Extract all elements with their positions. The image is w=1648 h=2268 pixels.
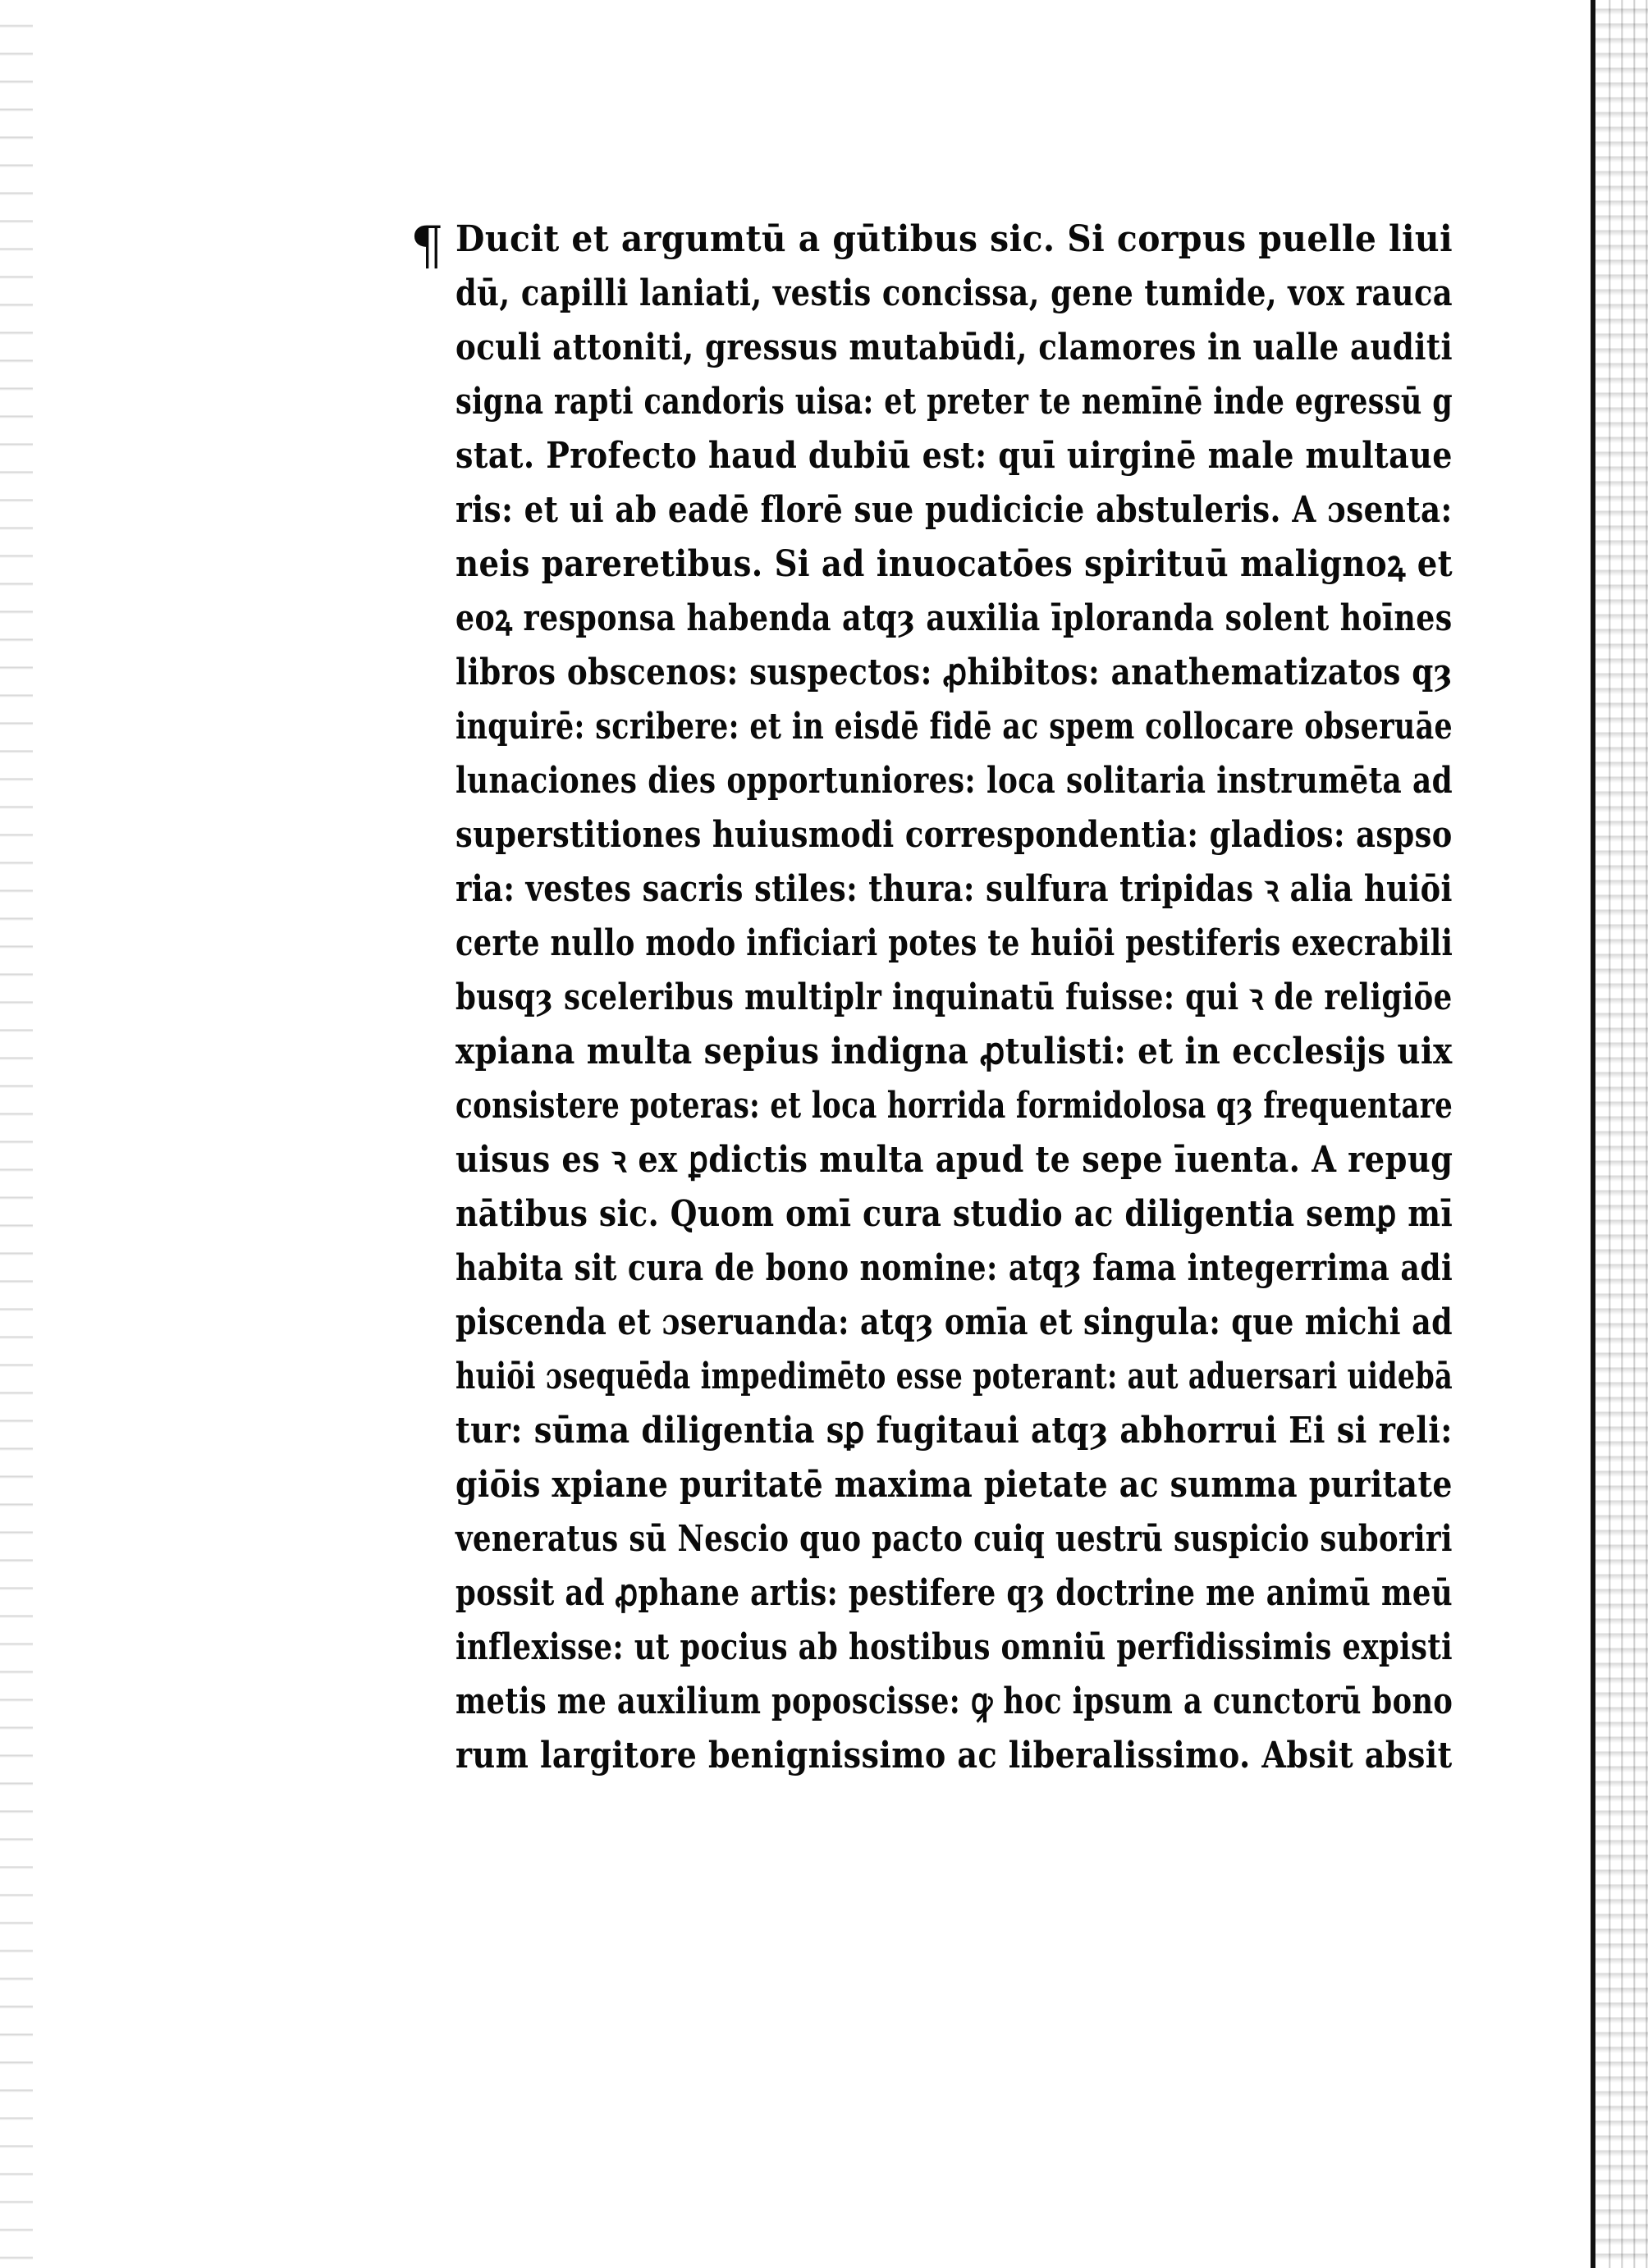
text-line-8: eoꝝ responsa habenda atqȝ auxilia īploranda solent hoīnes: [455, 597, 1453, 639]
paragraph-mark: ¶: [410, 216, 444, 277]
scan-edge-left: [0, 0, 33, 2268]
text-line-6: ris: et ui ab eadē florē sue pudicicie abstuleris. A ɔsenta:: [455, 489, 1453, 531]
text-line-26: possit ad ꝓphane artis: pestifere qȝ doctrine me animū meū: [455, 1572, 1453, 1614]
text-line-24: giōis xpiane puritatē maxima pietate ac summa puritate: [455, 1464, 1453, 1506]
text-line-16: xpiana multa sepius indigna ꝓtulisti: et in ecclesijs uix: [455, 1031, 1453, 1072]
text-line-10: inquirē: scribere: et in eisdē fidē ac spem collocare obseruāe: [455, 706, 1453, 748]
text-line-11: lunaciones dies opportuniores: loca solitaria instrumēta ad: [455, 760, 1453, 802]
text-line-5: stat. Profecto haud dubiū est: quī uirginē male multaue: [455, 435, 1453, 477]
text-line-12: superstitiones huiusmodi correspondentia: gladios: aspso: [455, 814, 1453, 856]
text-line-27: inflexisse: ut pocius ab hostibus omniū perfidissimis expisti: [455, 1626, 1453, 1668]
text-line-29: rum largitore benignissimo ac liberalissimo. Absit absit: [455, 1735, 1453, 1776]
text-line-22: huiōi ɔsequēda impedimēto esse poterant: aut aduersari uidebā: [455, 1356, 1453, 1397]
scan-edge-right: [1591, 0, 1648, 2268]
text-line-7: neis pareretibus. Si ad inuocatōes spirituū malignoꝝ et: [455, 543, 1453, 585]
text-line-19: nātibus sic. Quom omī cura studio ac diligentia semꝑ mī: [455, 1193, 1453, 1235]
text-line-14: certe nullo modo inficiari potes te huiōi pestiferis execrabili: [455, 922, 1453, 964]
text-line-23: tur: sūma diligentia sꝑ fugitaui atqȝ abhorrui Ei si reli:: [455, 1410, 1453, 1452]
text-line-4: signa rapti candoris uisa: et preter te nemīnē inde egressū g: [455, 381, 1453, 423]
text-line-25: veneratus sū Nescio quo pacto cuiq uestrū suspicio suboriri: [455, 1518, 1453, 1560]
text-line-3: oculi attoniti, gressus mutabūdi, clamores in ualle auditi: [455, 327, 1453, 368]
text-line-21: piscenda et ɔseruanda: atqȝ omīa et singula: que michi ad: [455, 1301, 1453, 1343]
text-line-9: libros obscenos: suspectos: ꝓhibitos: anathematizatos qȝ: [455, 652, 1453, 693]
text-line-18: uisus es ꝛ ex ꝑdictis multa apud te sepe īuenta. A repug: [455, 1139, 1453, 1181]
text-line-28: metis me auxilium poposcisse: ꝙ hoc ipsum a cunctorū bono: [455, 1680, 1453, 1722]
text-line-17: consistere poteras: et loca horrida formidolosa qȝ frequentare: [455, 1085, 1453, 1127]
text-line-20: habita sit cura de bono nomine: atqȝ fama integerrima adi: [455, 1247, 1453, 1289]
text-line-15: busqȝ sceleribus multiplr inquinatū fuisse: qui ꝛ de religiōe: [455, 976, 1453, 1018]
text-line-2: dū, capilli laniati, vestis concissa, gene tumide, vox rauca: [455, 272, 1453, 314]
text-line-1: Ducit et argumtū a gūtibus sic. Si corpus puelle liui: [455, 218, 1453, 260]
text-line-13: ria: vestes sacris stiles: thura: sulfura tripidas ꝛ alia huiōi: [455, 868, 1453, 910]
